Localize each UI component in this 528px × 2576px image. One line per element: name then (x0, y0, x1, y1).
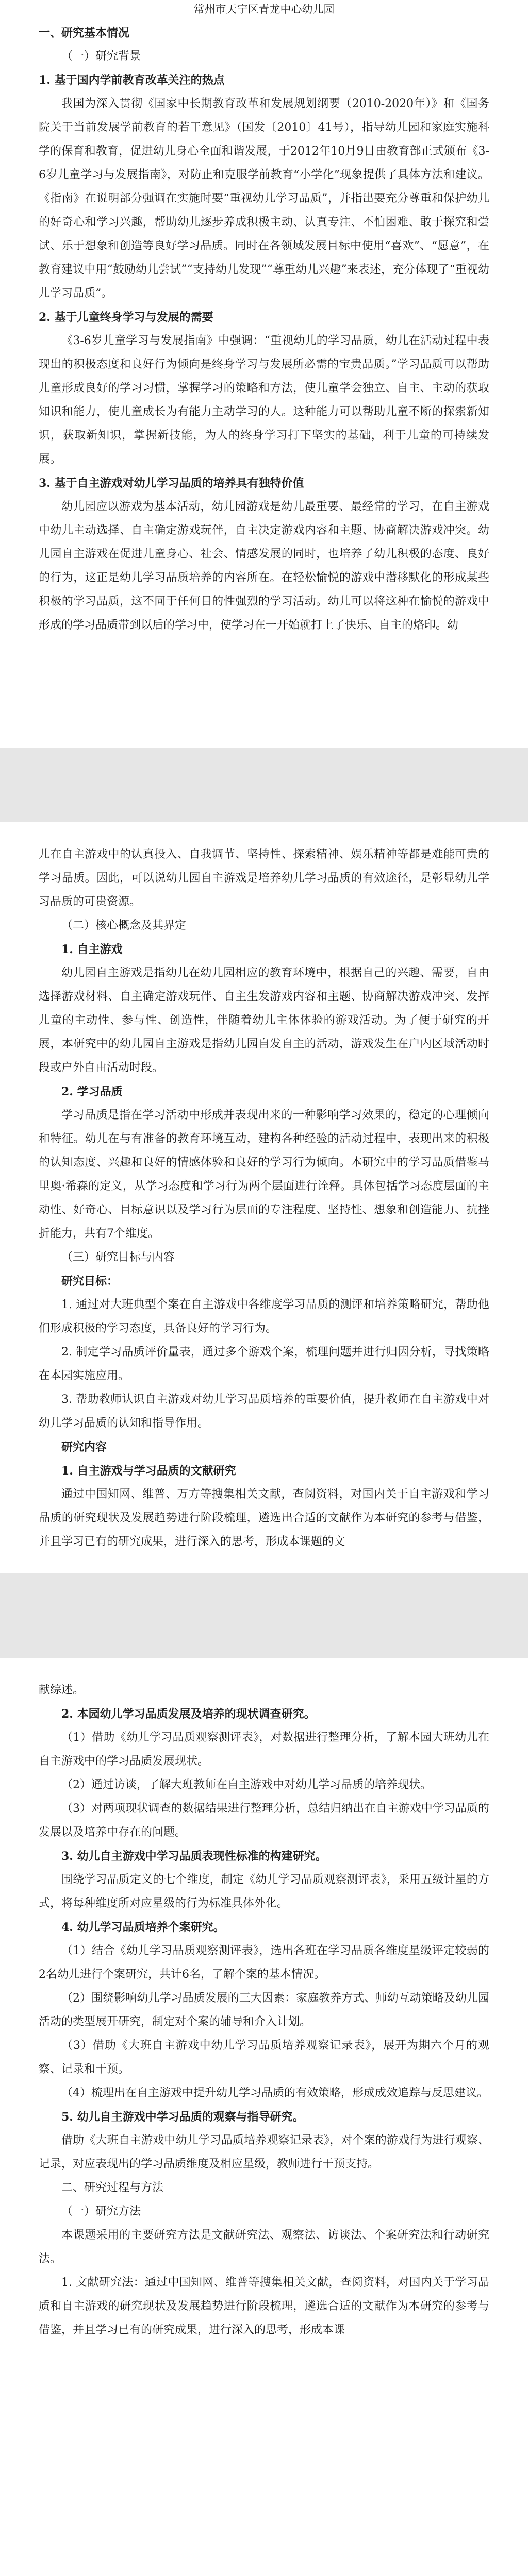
paragraph: 1. 通过对大班典型个案在自主游戏中各维度学习品质的测评和培养策略研究，帮助他们形成积极的学习态度，具备良好的学习行为。 (39, 1298, 489, 1335)
paragraph: 1. 文献研究法：通过中国知网、维普等搜集相关文献，查阅资料，对国内关于学习品质和自主游戏的研究现状及发展趋势进行阶段梳理，遴选合适的文献作为本研究的参考与借鉴，并且学习已有的研究成果，进行深入的思考，形成本课 (39, 2276, 489, 2336)
topic-heading: 5. 幼儿自主游戏中学习品质的观察与指导研究。 (61, 2110, 304, 2124)
paragraph: 借助《大班自主游戏中幼儿学习品质培养观察记录表》，对个案的游戏行为进行观察、记录，对应表现出的学习品质维度及相应星级，教师进行干预支持。 (39, 2134, 489, 2171)
document-page-1 (0, 0, 528, 748)
paragraph: （2）通过访谈，了解大班教师在自主游戏中对幼儿学习品质的培养现状。 (61, 1778, 432, 1791)
topic-heading: 3. 基于自主游戏对幼儿学习品质的培养具有独特价值 (39, 477, 304, 490)
paragraph: 幼儿园应以游戏为基本活动，幼儿园游戏是幼儿最重要、最经常的学习，在自主游戏中幼儿主动选择、自主确定游戏玩伴，自主决定游戏内容和主题、协商解决游戏冲突。幼儿园自主游戏在促进儿童身心、社会、情感发展的同时，也培养了幼儿积极的态度、良好的行为，这正是幼儿学习品质培养的内容所在。在轻松愉悦的游戏中潜移默化的形成某些积极的学习品质，这不同于任何目的性强烈的学习活动。幼儿可以将这种在愉悦的游戏中形成的学习品质带到以后的学习中，使学习在一开始就打上了快乐、自主的烙印。幼 (39, 500, 489, 632)
section-heading: 一、研究基本情况 (39, 26, 130, 40)
page-content (39, 843, 489, 1554)
page-header: 常州市天宁区青龙中心幼儿园 (39, 0, 489, 20)
subsection-heading: （一）研究方法 (61, 2205, 141, 2218)
paragraph: （3）对两项现状调查的数据结果进行整理分析，总结归纳出在自主游戏中学习品质的发展以及培养中存在的问题。 (39, 1802, 489, 1839)
topic-heading: 1. 自主游戏与学习品质的文献研究 (61, 1464, 236, 1478)
paragraph: 儿在自主游戏中的认真投入、自我调节、坚持性、探索精神、娱乐精神等都是难能可贵的学习品质。因此，可以说幼儿园自主游戏是培养幼儿学习品质的有效途径，是彰显幼儿学习品质的可贵资源。 (39, 848, 489, 908)
topic-heading: 1. 基于国内学前教育改革关注的热点 (39, 74, 225, 87)
document-page-3 (0, 1658, 528, 2576)
document-page-2 (0, 822, 528, 1573)
page-fade (0, 730, 528, 748)
paragraph: 《3-6岁儿童学习与发展指南》中强调：“重视幼儿的学习品质，幼儿在活动过程中表现出的积极态度和良好行为倾向是终身学习与发展所必需的宝贵品质。”学习品质可以帮助儿童形成良好的学习习惯，掌握学习的策略和方法，使儿童学会独立、自主、主动的获取知识和能力，使儿童成长为有能力主动学习的人。这种能力可以帮助儿童不断的探索新知识，获取新知识，掌握新技能，为人的终身学习打下坚实的基础，利于儿童的可持续发展。 (39, 334, 489, 466)
paragraph: 2. 制定学习品质评价量表，通过多个游戏个案，梳理问题并进行归因分析，寻找策略在本园实施应用。 (39, 1346, 489, 1382)
paragraph: 幼儿园自主游戏是指幼儿在幼儿园相应的教育环境中，根据自己的兴趣、需要，自由选择游戏材料、自主确定游戏玩伴、自主生发游戏内容和主题、协商解决游戏冲突、发挥儿童的主动性、参与性、创造性，伴随着幼儿主体体验的游戏活动。为了便于研究的开展，本研究中的幼儿园自主游戏是指幼儿园自发自主的活动，游戏发生在户内区域活动时段或户外自由活动时段。 (39, 967, 489, 1074)
topic-heading: 2. 学习品质 (61, 1085, 123, 1098)
paragraph: 通过中国知网、维普、万方等搜集相关文献，查阅资料，对国内关于自主游戏和学习品质的研究现状及发展趋势进行阶段梳理，遴选出合适的文献作为本研究的参考与借鉴，并且学习已有的研究成果，进行深入的思考，形成本课题的文 (39, 1488, 489, 1548)
paragraph: 本课题采用的主要研究方法是文献研究法、观察法、访谈法、个案研究法和行动研究法。 (39, 2229, 489, 2265)
topic-heading: 研究目标： (61, 1275, 119, 1288)
topic-heading: 3. 幼儿自主游戏中学习品质表现性标准的构建研究。 (61, 1850, 327, 1863)
paragraph: 献综述。 (39, 1684, 85, 1697)
paragraph: （3）借助《大班自主游戏中幼儿学习品质培养观察记录表》，展开为期六个月的观察、记录和干预。 (39, 2039, 489, 2076)
subsection-heading: （一）研究背景 (61, 50, 141, 63)
topic-heading: 1. 自主游戏 (61, 943, 123, 956)
topic-heading: 2. 本园幼儿学习品质发展及培养的现状调查研究。 (61, 1707, 316, 1721)
paragraph: （4）梳理出在自主游戏中提升幼儿学习品质的有效策略，形成成效追踪与反思建议。 (61, 2087, 488, 2099)
paragraph: 3. 帮助教师认识自主游戏对幼儿学习品质培养的重要价值，提升教师在自主游戏中对幼儿学习品质的认知和指导作用。 (39, 1393, 489, 1430)
paragraph: （1）借助《幼儿学习品质观察测评表》，对数据进行整理分析，了解本园大班幼儿在自主游戏中的学习品质发展现状。 (39, 1731, 489, 1768)
paragraph: （2）围绕影响幼儿学习品质发展的三大因素：家庭教养方式、师幼互动策略及幼儿园活动的类型展开研究，制定对个案的辅导和介入计划。 (39, 1992, 489, 2028)
paragraph: 学习品质是指在学习活动中形成并表现出来的一种影响学习效果的，稳定的心理倾向和特征。幼儿在与有准备的教育环境互动，建构各种经验的活动过程中，表现出来的积极的认知态度、兴趣和良好的情感体验和良好的学习行为倾向。本研究中的学习品质借鉴马里奥·希森的定义，从学习态度和学习行为两个层面进行诠释。具体包括学习态度层面的主动性、好奇心、目标意识以及学习行为层面的专注程度、坚持性、想象和创造能力、抗挫折能力，共有7个维度。 (39, 1109, 489, 1240)
page-content (39, 21, 489, 637)
topic-heading: 2. 基于儿童终身学习与发展的需要 (39, 311, 213, 324)
topic-heading: 研究内容 (61, 1440, 107, 1454)
subsection-heading: 二、研究过程与方法 (61, 2181, 164, 2194)
subsection-heading: （三）研究目标与内容 (61, 1251, 175, 1264)
page-fade (0, 1555, 528, 1573)
paragraph: 围绕学习品质定义的七个维度，制定《幼儿学习品质观察测评表》，采用五级计星的方式，将每种维度所对应星级的行为标准具体外化。 (39, 1873, 489, 1910)
topic-heading: 4. 幼儿学习品质培养个案研究。 (61, 1921, 225, 1934)
paragraph: 我国为深入贯彻《国家中长期教育改革和发展规划纲要（2010-2020年）》和《国务院关于当前发展学前教育的若干意见》（国发〔2010〕41号），指导幼儿园和家庭实施科学的保育和教育，促进幼儿身心全面和谐发展，于2012年10月9日由教育部正式颁布《3-6岁儿童学习与发展指南》，对防止和克服学前教育“小学化”现象提供了具体方法和建议。《指南》在说明部分强调在实施时要“重视幼儿学习品质”，并指出要充分尊重和保护幼儿的好奇心和学习兴趣，帮助幼儿逐步养成积极主动、认真专注、不怕困难、敢于探究和尝试、乐于想象和创造等良好学习品质。同时在各领域发展目标中使用“喜欢”、“愿意”，在教育建议中用“鼓励幼儿尝试”“支持幼儿发现”“尊重幼儿兴趣”来表述，充分体现了“重视幼儿学习品质”。 (39, 97, 489, 300)
page-content (39, 1679, 489, 2342)
paragraph: （1）结合《幼儿学习品质观察测评表》，选出各班在学习品质各维度星级评定较弱的2名幼儿进行个案研究，共计6名，了解个案的基本情况。 (39, 1944, 489, 1981)
subsection-heading: （二）核心概念及其界定 (61, 919, 187, 932)
